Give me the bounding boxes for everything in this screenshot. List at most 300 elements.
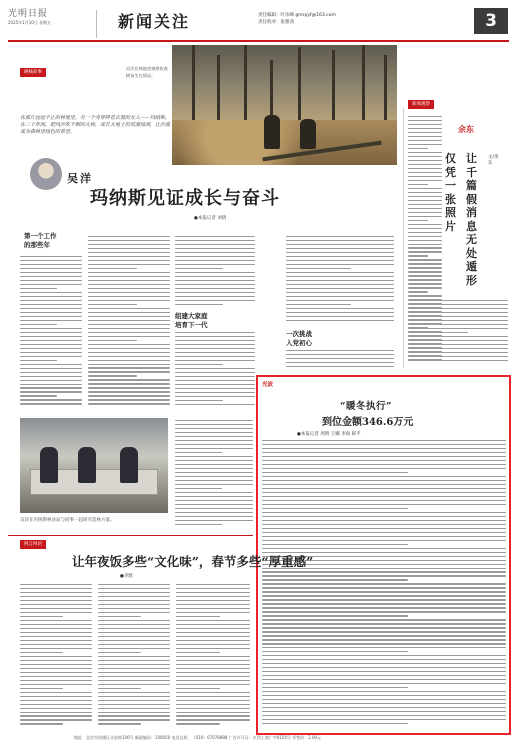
text-line <box>408 140 442 141</box>
text-line <box>88 316 170 317</box>
text-line <box>175 376 255 377</box>
text-line <box>20 316 82 317</box>
text-line <box>175 256 255 257</box>
text-line <box>175 508 253 509</box>
text-line <box>98 600 170 601</box>
text-line <box>176 688 220 689</box>
text-line <box>262 695 506 696</box>
subhead-3: 一次挑战 入党初心 <box>286 330 312 347</box>
text-line <box>175 268 223 269</box>
text-line <box>262 532 506 533</box>
header-divider <box>96 10 97 38</box>
text-line <box>286 296 394 297</box>
text-line <box>286 244 394 245</box>
body-text-col4 <box>286 236 394 324</box>
text-line <box>176 648 250 649</box>
text-line <box>176 719 250 720</box>
text-line <box>20 676 92 677</box>
text-line <box>20 612 92 613</box>
text-line <box>408 124 442 125</box>
text-line <box>175 464 253 465</box>
text-line <box>20 376 82 377</box>
text-line <box>286 292 394 293</box>
text-line <box>408 316 508 317</box>
text-line <box>176 640 250 641</box>
text-line <box>175 400 223 401</box>
text-line <box>262 504 506 505</box>
text-line <box>175 276 255 277</box>
text-line <box>262 719 506 720</box>
text-line <box>88 248 170 249</box>
editor-line: 责任编辑：叶乐峰 gmrpyf@163.com <box>258 13 336 18</box>
bottom-headline: 让年夜饭多些“文化味”，春节多些“厚重感” <box>72 554 314 569</box>
text-line <box>262 619 506 620</box>
text-line <box>408 212 442 213</box>
text-line <box>175 304 223 305</box>
text-line <box>176 700 250 701</box>
meeting-photo <box>20 418 168 513</box>
text-line <box>262 496 506 497</box>
body-text-col2 <box>88 236 170 408</box>
main-headline: 玛纳斯见证成长与奋斗 <box>90 188 280 209</box>
text-line <box>408 360 508 361</box>
text-line <box>20 644 92 645</box>
text-line <box>175 260 255 261</box>
text-line <box>20 360 57 361</box>
text-line <box>262 460 506 461</box>
text-line <box>286 252 394 253</box>
tag-left-top: 硬核故事 <box>20 68 46 77</box>
text-line <box>262 548 506 549</box>
text-line <box>20 312 82 313</box>
text-line <box>286 300 394 301</box>
text-line <box>88 395 170 396</box>
text-line <box>20 664 92 665</box>
text-line <box>176 600 250 601</box>
text-line <box>88 272 170 273</box>
text-line <box>262 591 506 592</box>
photo-caption-bottom: 吴洋在玛纳斯林业站与同事一起研究造林方案。 <box>20 518 115 523</box>
text-line <box>408 312 508 313</box>
text-line <box>98 636 170 637</box>
text-line <box>262 603 506 604</box>
text-line <box>408 295 442 296</box>
text-line <box>98 628 170 629</box>
text-line <box>408 232 442 233</box>
text-line <box>262 687 408 688</box>
text-line <box>408 255 428 256</box>
text-line <box>176 604 250 605</box>
text-line <box>98 612 170 613</box>
text-line <box>88 268 137 269</box>
text-line <box>20 387 82 388</box>
text-line <box>20 704 92 705</box>
text-line <box>20 692 92 693</box>
body-text-col1 <box>20 256 82 408</box>
text-line <box>20 391 82 392</box>
text-line <box>262 679 506 680</box>
text-line <box>98 656 170 657</box>
text-line <box>98 588 170 589</box>
text-line <box>20 320 82 321</box>
text-line <box>408 128 442 129</box>
text-line <box>20 352 82 353</box>
highlight-byline: ●本报记者 周明 王娜 李海 韩平 <box>297 432 361 437</box>
text-line <box>286 264 394 265</box>
text-line <box>175 428 253 429</box>
text-line <box>286 240 394 241</box>
text-line <box>175 348 255 349</box>
text-line <box>408 287 442 288</box>
text-line <box>20 719 92 720</box>
text-line <box>262 671 506 672</box>
column-byline: 文/余东 <box>488 155 499 166</box>
text-line <box>98 696 170 697</box>
text-line <box>176 620 250 621</box>
text-line <box>98 644 170 645</box>
text-line <box>175 248 255 249</box>
text-line <box>20 660 92 661</box>
text-line <box>20 584 92 585</box>
text-line <box>262 488 506 489</box>
text-line <box>262 484 506 485</box>
text-line <box>20 288 57 289</box>
text-line <box>98 672 170 673</box>
text-line <box>408 132 442 133</box>
text-line <box>175 436 253 437</box>
text-line <box>175 388 255 389</box>
text-line <box>20 700 92 701</box>
text-line <box>176 588 250 589</box>
text-line <box>175 384 255 385</box>
text-line <box>176 712 250 713</box>
text-line <box>176 596 250 597</box>
text-line <box>20 368 82 369</box>
text-line <box>20 264 82 265</box>
tag-right-top: 新闻观察 <box>408 100 434 109</box>
text-line <box>98 723 141 724</box>
text-line <box>88 367 170 368</box>
text-line <box>88 352 170 353</box>
text-line <box>88 403 170 404</box>
text-line <box>175 296 255 297</box>
text-line <box>262 492 506 493</box>
text-line <box>175 424 253 425</box>
header-rule <box>8 40 509 42</box>
text-line <box>175 364 223 365</box>
text-line <box>20 372 82 373</box>
text-line <box>176 644 250 645</box>
text-line <box>408 356 508 357</box>
text-line <box>175 476 253 477</box>
text-line <box>175 368 255 369</box>
text-line <box>98 608 170 609</box>
text-line <box>262 524 506 525</box>
text-line <box>175 332 255 333</box>
text-line <box>175 420 253 421</box>
text-line <box>408 160 442 161</box>
text-line <box>262 464 506 465</box>
text-line <box>408 176 442 177</box>
text-line <box>262 715 506 716</box>
text-line <box>408 216 442 217</box>
text-line <box>286 312 394 313</box>
text-line <box>20 256 82 257</box>
text-line <box>98 620 170 621</box>
text-line <box>98 668 170 669</box>
text-line <box>286 366 394 367</box>
text-line <box>262 579 408 580</box>
bottom-body-col3 <box>176 584 250 730</box>
text-line <box>286 304 351 305</box>
text-line <box>20 616 63 617</box>
text-line <box>175 392 255 393</box>
text-line <box>408 208 442 209</box>
text-line <box>20 652 63 653</box>
text-line <box>408 259 442 260</box>
text-line <box>20 384 82 385</box>
text-line <box>88 371 170 372</box>
text-line <box>20 364 82 365</box>
text-line <box>408 300 508 301</box>
text-line <box>408 116 442 117</box>
tag-bottom-left: 网言网语 <box>20 540 46 549</box>
text-line <box>98 624 170 625</box>
text-line <box>175 444 253 445</box>
text-line <box>98 688 141 689</box>
text-line <box>98 715 170 716</box>
text-line <box>175 500 253 501</box>
text-line <box>175 404 255 405</box>
text-line <box>20 680 92 681</box>
text-line <box>175 288 255 289</box>
text-line <box>20 688 63 689</box>
text-line <box>88 288 170 289</box>
text-line <box>175 380 255 381</box>
text-line <box>262 595 506 596</box>
text-line <box>408 144 442 145</box>
text-line <box>262 476 506 477</box>
text-line <box>175 396 255 397</box>
text-line <box>88 399 170 400</box>
text-line <box>286 362 394 363</box>
text-line <box>262 508 408 509</box>
text-line <box>20 344 82 345</box>
text-line <box>262 516 506 517</box>
text-line <box>88 340 137 341</box>
text-line <box>88 344 170 345</box>
text-line <box>20 672 92 673</box>
text-line <box>175 264 255 265</box>
text-line <box>408 236 442 237</box>
text-line <box>262 536 506 537</box>
text-line <box>262 627 506 628</box>
text-line <box>175 356 255 357</box>
text-line <box>175 292 255 293</box>
text-line <box>20 399 82 400</box>
text-line <box>286 350 394 351</box>
text-line <box>20 336 82 337</box>
text-line <box>20 403 82 404</box>
text-line <box>175 452 222 453</box>
text-line <box>408 244 442 245</box>
text-line <box>408 279 442 280</box>
text-line <box>20 624 92 625</box>
text-line <box>175 360 255 361</box>
text-line <box>175 336 255 337</box>
text-line <box>175 484 253 485</box>
text-line <box>262 683 506 684</box>
text-line <box>88 387 170 388</box>
text-line <box>88 308 170 309</box>
text-line <box>88 360 170 361</box>
text-line <box>262 587 506 588</box>
text-line <box>262 655 506 656</box>
text-line <box>88 292 170 293</box>
text-line <box>175 524 222 525</box>
text-line <box>20 356 82 357</box>
text-line <box>408 304 508 305</box>
text-line <box>20 328 82 329</box>
text-line <box>20 604 92 605</box>
text-line <box>20 268 82 269</box>
subhead-1: 第一个工作 的那些年 <box>24 232 57 249</box>
text-line <box>262 707 506 708</box>
text-line <box>262 448 506 449</box>
column-separator <box>403 108 404 368</box>
text-line <box>408 136 442 137</box>
text-line <box>262 691 506 692</box>
text-line <box>98 708 170 709</box>
text-line <box>262 675 506 676</box>
text-line <box>98 648 170 649</box>
text-line <box>262 635 506 636</box>
text-line <box>175 432 253 433</box>
text-line <box>98 584 170 585</box>
text-line <box>262 623 506 624</box>
text-line <box>88 383 170 384</box>
text-line <box>408 344 508 345</box>
editor-line: 责任校对：张雅茜 <box>258 20 294 25</box>
column-title: 仅凭一张照片 <box>445 152 456 233</box>
highlight-tag: 光波 <box>262 382 274 388</box>
text-line <box>408 283 442 284</box>
text-line <box>262 659 506 660</box>
text-line <box>262 711 506 712</box>
text-line <box>262 615 408 616</box>
text-line <box>20 588 92 589</box>
text-line <box>286 284 394 285</box>
text-line <box>176 636 250 637</box>
text-line <box>176 584 250 585</box>
text-line <box>175 352 255 353</box>
text-line <box>262 583 506 584</box>
text-line <box>88 320 170 321</box>
text-line <box>262 639 506 640</box>
text-line <box>176 624 250 625</box>
text-line <box>98 684 170 685</box>
text-line <box>408 156 442 157</box>
text-line <box>408 267 442 268</box>
text-line <box>176 704 250 705</box>
text-line <box>176 652 220 653</box>
text-line <box>98 680 170 681</box>
text-line <box>98 664 170 665</box>
text-line <box>408 148 428 149</box>
column-text-lower <box>408 300 508 366</box>
text-line <box>88 240 170 241</box>
text-line <box>88 280 170 281</box>
text-line <box>175 240 255 241</box>
text-line <box>20 292 82 293</box>
text-line <box>408 247 442 248</box>
text-line <box>286 276 394 277</box>
text-line <box>88 244 170 245</box>
text-line <box>175 492 253 493</box>
text-line <box>262 667 506 668</box>
text-line <box>20 648 92 649</box>
text-line <box>176 692 250 693</box>
text-line <box>88 356 170 357</box>
text-line <box>286 320 394 321</box>
text-line <box>176 612 250 613</box>
text-line <box>20 296 82 297</box>
text-line <box>176 632 250 633</box>
text-line <box>98 632 170 633</box>
author-portrait <box>30 158 62 190</box>
text-line <box>262 520 506 521</box>
text-line <box>408 196 442 197</box>
text-line <box>175 448 253 449</box>
text-line <box>262 607 506 608</box>
text-line <box>98 719 170 720</box>
text-line <box>262 472 408 473</box>
text-line <box>176 708 250 709</box>
text-line <box>20 280 82 281</box>
text-line <box>98 592 170 593</box>
text-line <box>175 372 255 373</box>
text-line <box>262 663 506 664</box>
text-line <box>286 268 351 269</box>
text-line <box>262 575 506 576</box>
text-line <box>408 328 508 329</box>
text-line <box>98 616 141 617</box>
text-line <box>408 172 442 173</box>
text-line <box>176 676 250 677</box>
text-line <box>262 599 506 600</box>
text-line <box>408 320 508 321</box>
text-line <box>262 468 506 469</box>
text-line <box>286 248 394 249</box>
lead-paragraph: 在那片远远不止的林地里，有一个身穿碎花衣裳的女人——玛纳斯，在三十年间，把风沙吹不倒的大树，成长大地上的荒漠绿洲，让沙漠成为森林里绿色的希望。 <box>20 115 171 136</box>
column-title-2: 让千篇假消息无处遁形 <box>466 152 477 287</box>
text-line <box>408 271 442 272</box>
text-line <box>175 512 253 513</box>
text-line <box>262 723 408 724</box>
text-line <box>408 240 442 241</box>
text-line <box>175 456 253 457</box>
text-line <box>408 291 428 292</box>
text-line <box>408 220 428 221</box>
main-byline: ●本报记者 刘倩 <box>194 216 227 221</box>
text-line <box>176 660 250 661</box>
text-line <box>98 700 170 701</box>
text-line <box>262 631 506 632</box>
text-line <box>408 204 442 205</box>
text-line <box>20 684 92 685</box>
text-line <box>175 300 255 301</box>
text-line <box>408 200 442 201</box>
